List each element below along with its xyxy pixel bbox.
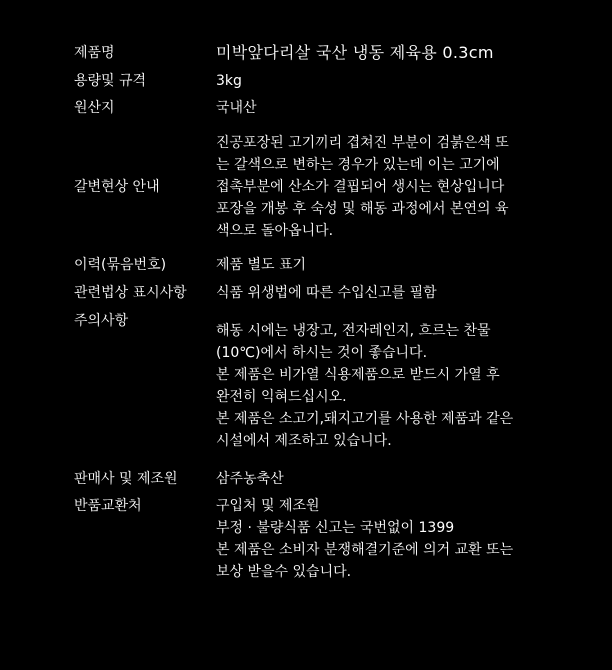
row-value [216,254,552,276]
row-label: 제품명 [74,45,115,61]
value-line: 색으로 돌아옵니다. [216,223,334,239]
value-line: 진공포장된 고기끼리 겹쳐진 부분이 검붉은색 또 [216,135,509,151]
row-label: 주의사항 [74,313,129,329]
row-value [216,97,552,119]
row-value [216,495,552,583]
row-value [216,320,552,452]
value-line: 제품 별도 표기 [216,257,307,273]
row-label: 원산지 [74,100,115,116]
value-line: 포장을 개봉 후 숙성 및 해동 과정에서 본연의 육 [216,201,509,217]
row-value [216,132,552,242]
value-line: 삼주농축산 [216,471,284,487]
value-line: 시설에서 제조하고 있습니다. [216,433,392,449]
row-value [216,468,552,490]
value-line: 구입처 및 제조원 [216,498,320,514]
row-label: 반품교환처 [74,498,142,514]
row-value [216,282,552,304]
value-line: 보상 받을수 있습니다. [216,564,352,580]
value-line: 부정 · 불량식품 신고는 국번없이 1399 [216,520,455,536]
row-label: 이력(묶음번호) [74,257,167,273]
value-line: 본 제품은 소비자 분쟁해결기준에 의거 교환 또는 [216,542,514,558]
row-label: 갈변현상 안내 [74,179,160,195]
value-line: 접촉부분에 산소가 결핍되어 생시는 현상입니다 [216,179,505,195]
value-line: 완전히 익혀드십시오. [216,389,347,405]
value-line: 3kg [216,73,242,89]
value-line: 미박앞다리살 국산 냉동 제육용 0.3cm [216,43,494,62]
row-label: 관련법상 표시사항 [74,285,187,301]
row-value [216,70,552,92]
value-line: 식품 위생법에 따른 수입신고를 필함 [216,285,437,301]
value-line: 본 제품은 소고기,돼지고기를 사용한 제품과 같은 [216,411,514,427]
row-label: 판매사 및 제조원 [74,471,178,487]
value-line: 본 제품은 비가열 식용제품으로 받드시 가열 후 [216,367,500,383]
value-line: 국내산 [216,100,257,116]
value-line: 해동 시에는 냉장고, 전자레인지, 흐르는 찬물 [216,323,491,339]
row-label: 용량및 규격 [74,73,147,89]
value-line: 는 갈색으로 변하는 경우가 있는데 이는 고기에 [216,157,500,173]
value-line: (10℃)에서 하시는 것이 좋습니다. [216,345,428,361]
row-value [216,42,552,64]
